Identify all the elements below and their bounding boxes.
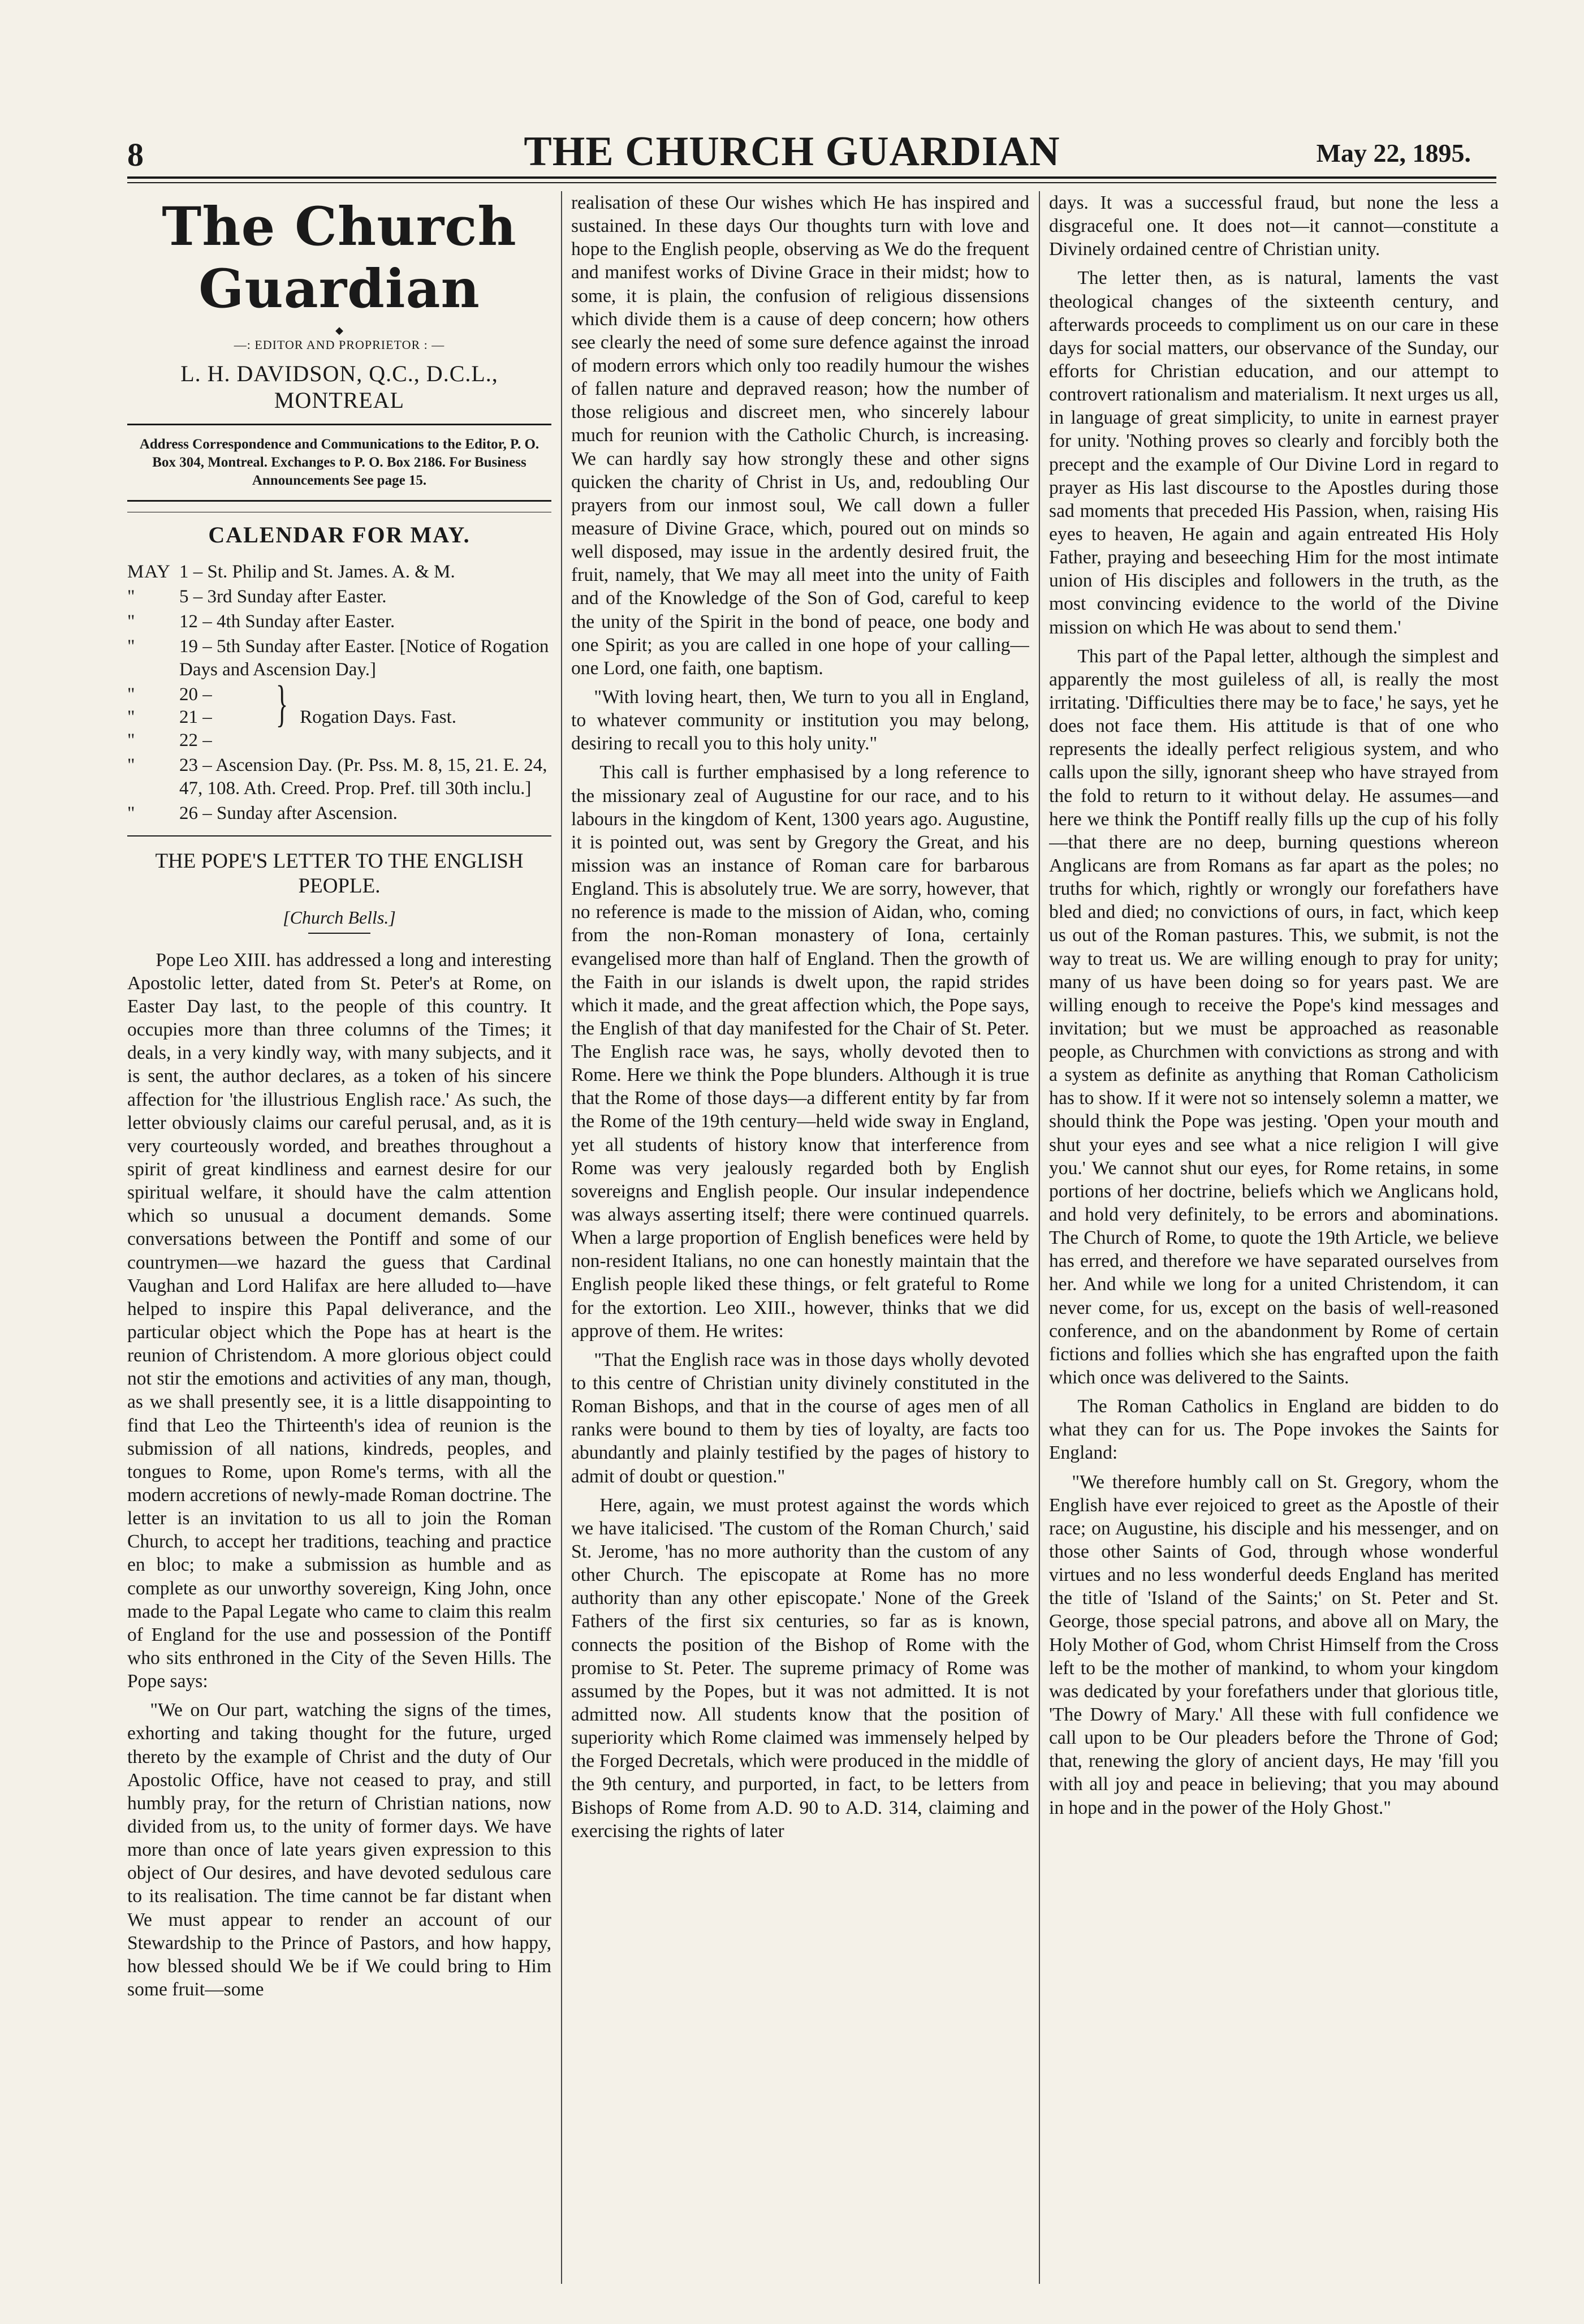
calendar-entry-text: 5 – 3rd Sunday after Easter. [179,586,387,607]
rogation-days [179,675,457,753]
calendar-entry [127,635,551,682]
paragraph: This part of the Papal letter, although the simplest and apparently the most guileless of all, is really the most irritating. 'Difficulties there may be to face,' he says, yet he does not face them. His attitude is that of one who represents the ideally perfect religious system, and who calls upon the silly, ignorant sheep who have strayed from the fold to return to it without delay. He assumes—and here we think the Pontiff really fills up the cup of his folly—that there are no deep, burning questions whereon Anglicans are from Romans as far apart as the poles; no truths for which, rightly or wrongly our forefathers have bled and died; no convictions of ours, in fact, which keep us out of the Roman pastures. This, we submit, is not the way to treat us. We are willing enough to pray for unity; many of us have been doing so for years past. We are willing enough to receive the Pope's kind messages and invitation; but we must be approached as reasonable people, as Churchmen with convictions as strong and with a system as definite as anything that Roman Catholicism has to show. If it were not so intensely solemn a matter, we should think the Pope was jesting. 'Open your mouth and shut your eyes and see what a nice religion I will give you.' We cannot shut our eyes, for Rome retains, in some portions of her doctrine, beliefs which we Anglicans hold, and hold very definitely, to be errors and abominations. The Church of Rome, to quote the 19th Article, we believe has erred, and therefore we have separated ourselves from her. And while we long for a united Christendom, it can never come, for us, except on the basis of well-reasoned conference, and on the abandonment by Rome of certain fictions and follies which she has engrafted upon the faith which once was delivered to the Saints. [1049,645,1499,1389]
rogation-day: 21 – [179,707,212,728]
masthead-title: The Church Guardian [162,196,517,320]
ditto-mark: " [127,684,136,705]
article-source: [Church Bells.] [283,907,396,928]
running-title: THE CHURCH GUARDIAN [524,128,1060,175]
brace-glyph: } [275,675,288,732]
paragraph: realisation of these Our wishes which He has inspired and sustained. In these days Our thoughts turn with love and hope to the English people, observing as We do the frequent and manifest works of Divine Grace in their midst; how to some, it is plain, the confusion of religious dissensions which divide them is a cause of deep concern; how others see clearly the need of some sure defence against the inroad of modern errors which only too readily humour the wishes of fallen nature and depraved reason; how the number of those religious and discreet men, who sincerely labour much for reunion with the Catholic Church, is increasing. We can hardly say how strongly these and other signs quicken the charity of Christ in Us, and, redoubling Our prayers from our inmost soul, We call down a fuller measure of Divine Grace, which, poured out on minds so well disposed, may issue in the ardently desired fruit, the fruit, namely, that We may all meet into the unity of Faith and of the Knowledge of the Son of God, careful to keep the unity of the Spirit in the bond of peace, one body and one Spirit; as you are called in one hope of your calling—one Lord, one faith, one baptism. [571,192,1029,679]
article-body-col3 [1049,191,1499,1819]
divider [127,835,551,837]
masthead-ornament: ◆ [335,325,343,336]
calendar-entry [127,754,551,800]
column-rule [1039,191,1040,2284]
rogation-day-list [179,683,270,753]
rogation-day: 22 – [179,730,212,751]
header-rule [127,176,1496,179]
ditto-mark: " [127,730,136,751]
quote-paragraph: "That the English race was in those days wholly devoted to this centre of Christian unity divinely constituted in the Roman Bishops, and that in the course of ages men of all ranks were bound to them by ties of loyalty, are facts too abundantly and plainly testified by the pages of history to admit of doubt or question." [571,1349,1029,1487]
calendar-entry-text: 12 – 4th Sunday after Easter. [179,611,395,632]
calendar-entry-text: 19 – 5th Sunday after Easter. [Notice of Rogation Days and Ascension Day.] [179,636,549,680]
ditto-mark: " [127,611,136,632]
page-number: 8 [127,136,144,173]
column-1 [127,191,551,2306]
paragraph: The Roman Catholics in England are bidden to do what they can for us. The Pope invokes the Saints for England: [1049,1396,1499,1464]
calendar-rogation-group [127,675,551,753]
ditto-mark: " [127,707,136,728]
header-rule-thin [127,182,1496,183]
calendar-entry [127,802,551,825]
ditto-mark: " [127,803,136,824]
ditto-mark: " [127,586,136,607]
divider [127,424,551,425]
issue-date: May 22, 1895. [1316,139,1471,167]
address-notice: Address Correspondence and Communications to the Editor, P. O. Box 304, Montreal. Exchanges to P. O. Box 2186. For Business Announcements See page 15. [139,437,539,488]
calendar-title: CALENDAR FOR MAY. [208,522,471,547]
calendar-entry [127,610,551,633]
calendar-entry-text: 23 – Ascension Day. (Pr. Pss. M. 8, 15, 21. E. 24, 47, 108. Ath. Creed. Prop. Pref. till 30th inclu.] [179,755,547,799]
ditto-mark: " [127,636,136,657]
calendar-entry [127,560,551,584]
calendar-entry [127,585,551,609]
calendar-entry-text: 1 – St. Philip and St. James. A. & M. [179,562,455,582]
editor-label: —: EDITOR AND PROPRIETOR : — [234,338,445,352]
divider-short [308,933,370,934]
paragraph: Here, again, we must protest against the words which we have italicised. 'The custom of the Roman Church,' said St. Jerome, 'has no more authority than the custom of any other Church. The episcopate at Rome has no more authority than any other episcopate.' None of the Greek Fathers of the first six centuries, so far as is known, connects the position of the Bishop of Rome with the promise to St. Peter. The supreme primacy of Rome was assumed by the Popes, but it was not admitted. It is not admitted now. All students know that the position of superiority which Rome claimed was immensely helped by the Forged Decretals, which were produced in the middle of the 9th century, and purported, in fact, to be letters from Bishops of Rome from A.D. 90 to A.D. 314, claiming and exercising the rights of later [571,1494,1029,1842]
paragraph: Pope Leo XIII. has addressed a long and interesting Apostolic letter, dated from St. Peter's at Rome, on Easter Day last, to the people of this country. It occupies more than three columns of the Times; it deals, in a very kindly way, with many subjects, and it is sent, the author declares, as a token of his sincere affection for 'the illustrious English race.' As such, the letter obviously claims our careful perusal, and, as it is very courteously worded, and breathes throughout a spirit of great kindliness and earnest desire for our spiritual welfare, it should have the calm attention which so unusual a document demands. Some conversations between the Pontiff and some of our countrymen—we hazard the guess that Cardinal Vaughan and Lord Halifax are here alluded to—have helped to inspire this Papal deliverance, and the particular object which the Pope has at heart is the reunion of Christendom. A more glorious object could not stir the emotions and activities of any man, though, as we shall presently see, it is a little disappointing to find that Leo the Thirteenth's idea of reunion is the submission of all nations, kindreds, peoples, and tongues to Rome, upon Rome's terms, with all the modern accretions of newly-made Roman doctrine. The letter is an invitation to us all to join the Roman Church, to accept her traditions, teaching and practice en bloc; to make a submission as humble and as complete as our unworthy sovereign, King John, once made to the Papal Legate who came to claim this realm of England for the use and possession of the Pontiff who sits enthroned in the City of the Seven Hills. The Pope says: [127,949,551,1692]
divider [127,500,551,502]
column-2 [571,191,1029,2306]
paragraph: This call is further emphasised by a long reference to the missionary zeal of Augustine for our race, and to his labours in the kingdom of Kent, 1300 years ago. Augustine, it is pointed out, was sent by Gregory the Great, and his mission was an instance of Roman care for barbarous England. This is absolutely true. We are sorry, however, that no reference is made to the mission of Aidan, who, coming from the non-Roman monastery of Iona, certainly evangelised more than half of England. Then the growth of the Faith in our islands is dwelt upon, the rapid strides which it made, and the great affection which, the Pope says, the English of that day manifested for the Chair of St. Peter. The English race was, he says, wholly devoted then to Rome. Here we think the Pope blunders. Although it is true that the Rome of those days—a different entity by far from the Rome of the 19th century—held wide sway in England, yet all students of history know that interference from Rome was very jealously regarded both by English sovereigns and English people. Our insular independence was always asserting itself; there were continued quarrels. When a large proportion of English benefices were held by non-resident Italians, no one can honestly maintain that the English people liked these things, or felt grateful to Rome for the extortion. Leo XIII., however, thinks that we did approve of them. He writes: [571,762,1029,1342]
rogation-day: 20 – [179,684,212,705]
calendar-month: MAY [127,562,171,582]
article-title: THE POPE'S LETTER TO THE ENGLISH PEOPLE. [155,849,524,898]
quote-paragraph: "With loving heart, then, We turn to you all in England, to whatever community or institution you may belong, desiring to recall you to this holy unity." [571,686,1029,754]
column-3 [1049,191,1499,2306]
editor-name: L. H. DAVIDSON, Q.C., D.C.L., MONTREAL [180,361,498,413]
article-body-col1 [127,948,551,2001]
calendar-entry-text: 26 – Sunday after Ascension. [179,803,398,824]
rogation-note: Rogation Days. Fast. [300,706,457,727]
quote-paragraph: "We on Our part, watching the signs of the times, exhorting and taking thought for the future, urged thereto by the example of Christ and the duty of Our Apostolic Office, have not ceased to pray, and still humbly pray, for the return of Christian nations, now divided from us, to the unity of former days. We have more than once of late years given expression to this object of Our desires, and have devoted sedulous care to its realisation. The time cannot be far distant when We must appear to render an account of our Stewardship to the Prince of Pastors, and how happy, how blessed should We be if We could bring to Him some fruit—some [127,1700,551,2000]
ditto-mark [127,683,179,753]
paragraph: The letter then, as is natural, laments the vast theological changes of the sixteenth century, and afterwards proceeds to compliment us on our care in these days for social matters, our observance of the Sunday, our efforts for Christian education, and our attempt to controvert rationalism and materialism. It next urges us all, in language of great simplicity, to unite in earnest prayer for unity. 'Nothing proves so clearly and forcibly both the precept and the example of Our Divine Lord in regard to prayer as His last discourse to the Apostles during those sad moments that preceded His Passion, when, raising His eyes to heaven, He again and again entreated His Holy Father, praying and beseeching Him for the most intimate union of His disciples and followers in the truth, as the most convincing evidence to the world of the Divine mission on which He was about to send them.' [1049,268,1499,638]
paragraph: days. It was a successful fraud, but none the less a disgraceful one. It does not—it cannot—constitute a Divinely ordained centre of Christian unity. [1049,192,1499,260]
quote-paragraph: "We therefore humbly call on St. Gregory, whom the English have ever rejoiced to greet as the Apostle of their race; on Augustine, his disciple and his messenger, and on those other Saints of God, through whose wonderful virtues and no less wonderful deeds England has merited the title of 'Island of the Saints;' on St. Peter and St. George, those special patrons, and above all on Mary, the Holy Mother of God, whom Christ Himself from the Cross left to be the mother of mankind, to whom your kingdom was dedicated by your forefathers under that glorious title, 'The Dowry of Mary.' All these with full confidence we call upon to be Our pleaders before the Throne of God; that, renewing the glory of ancient days, He may 'fill you with all joy and peace in believing; that you may abound in hope and in the power of the Holy Ghost." [1049,1471,1499,1818]
ditto-mark: " [127,755,136,776]
article-body-col2 [571,191,1029,1843]
column-rule [561,191,562,2284]
